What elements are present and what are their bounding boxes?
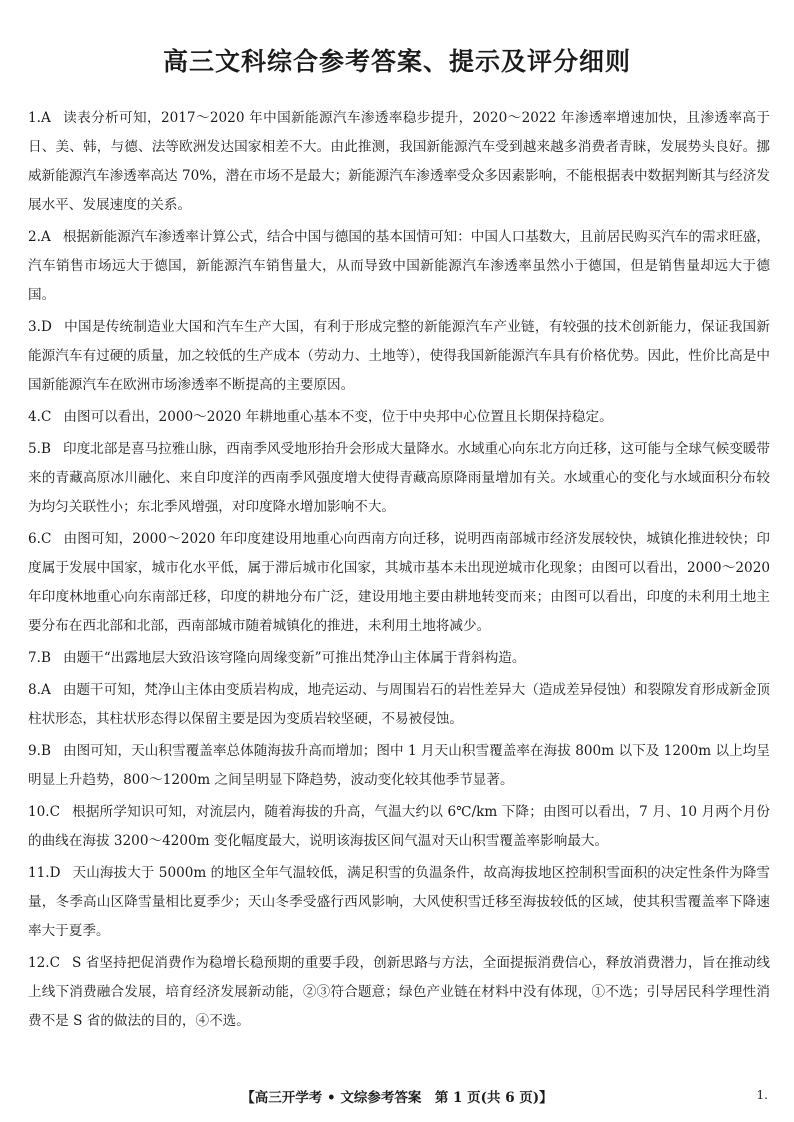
answer-label [28,804,60,820]
answer-label [28,955,60,971]
question-number: 3. [28,319,41,335]
answer-label [28,865,61,881]
answer-explanation: 印度北部是喜马拉雅山脉，西南季风受地形抬升会形成大量降水。水域重心向东北方向迁移，这可能与全球气候变暖带来的青藏高原冰川融化、来自印度洋的西南季风强度增大使得青藏高原降雨量增加有关。水域重心的变化与水域面积分布较为均匀关联性小；东北季风增强，对印度降水增加影响不大。 [28,441,770,515]
answer-choice: C [40,531,52,547]
answer-choice: A [40,682,51,698]
answer-choice: C [49,804,61,820]
answer-label [28,409,51,425]
question-number: 5. [28,441,41,457]
answer-explanation: 由题干可知，梵净山主体由变质岩构成，地壳运动、与周围岩石的岩性差异大（造成差异侵蚀）和裂隙发育形成新金顶柱状形态，其柱状形态得以保留主要是因为变质岩较坚硬，不易被侵蚀。 [28,682,770,727]
answer-explanation: 由图可知，天山积雪覆盖率总体随海拔升高而增加；图中 1 月天山积雪覆盖率在海拔 800m 以下及 1200m 以上均呈明显上升趋势，800～1200m 之间呈明显下降趋势，波动变化较其他季节显著。 [28,743,770,788]
answer-explanation: 天山海拔大于 5000m 的地区全年气温较低，满足积雪的负温条件，故高海拔地区控制积雪面积的决定性条件为降雪量，冬季高山区降雪量相比夏季少；天山冬季受盛行西风影响，大风使积雪迁移至海拔较低的区域，使其积雪覆盖率下降速率大于夏季。 [28,865,770,939]
answer-explanation: 由图可知，2000～2020 年印度建设用地重心向西南方向迁移，说明西南部城市经济发展较快，城镇化推进较快；印度属于发展中国家，城市化水平低，属于滞后城市化国家，其城市基本未出现逆城市化现象；由图可以看出，2000～2020 年印度林地重心向东南部迁移，印度的耕地分布广泛，建设用地主要由耕地转变而来；由图可以看出，印度的未利用土地主要分布在西北部和北部，西南部城市随着城镇化的推进，未利用土地将减少。 [28,531,770,634]
answer-label [28,650,51,666]
question-number: 1. [28,110,41,126]
answer-label [28,743,51,759]
answer-label [28,110,51,126]
question-number: 4. [28,409,41,425]
answer-item [28,644,770,673]
answer-item [28,223,770,310]
answer-explanation: 根据所学知识可知，对流层内，随着海拔的升高，气温大约以 6℃/km 下降；由图可以看出，7 月、10 月两个月份的曲线在海拔 3200～4200m 变化幅度最大，说明该海拔区间气温对天山积雪覆盖率影响最大。 [28,804,770,849]
answer-list [28,104,770,1036]
answer-choice: D [40,319,52,335]
question-number: 10. [28,804,50,820]
page-number: 1. [756,1088,768,1102]
answer-explanation: 读表分析可知，2017～2020 年中国新能源汽车渗透率稳步提升，2020～2022 年渗透率增速加快，且渗透率高于日、美、韩，与德、法等欧洲发达国家相差不大。由此推测，我国新能源汽车受到越来越多消费者青睐，发展势头良好。挪威新能源汽车渗透率高达 70%，潜在市场不是最大；新能源汽车渗透率受众多因素影响，不能根据表中数据判断其与经济发展水平、发展速度的关系。 [28,110,770,213]
page-footer: 【高三开学考 • 文综参考答案 第 1 页(共 6 页)】 [241,1090,553,1106]
answer-item [28,737,770,795]
question-number: 7. [28,650,41,666]
answer-choice: B [40,441,51,457]
question-number: 2. [28,229,41,245]
page-title: 高三文科综合参考答案、提示及评分细则 [162,47,631,76]
answer-explanation: 根据新能源汽车渗透率计算公式，结合中国与德国的基本国情可知：中国人口基数大，且前居民购买汽车的需求旺盛，汽车销售市场远大于德国，新能源汽车销售量大，从而导致中国新能源汽车渗透率虽然小于德国，但是销售量却远大于德国。 [28,229,770,303]
answer-choice: B [40,650,51,666]
answer-choice: C [49,955,61,971]
answer-item [28,949,770,1036]
answer-item [28,525,770,641]
answer-label [28,441,51,457]
question-number: 12. [28,955,50,971]
answer-item [28,313,770,400]
question-number: 6. [28,531,41,547]
answer-explanation: 由题干“出露地层大致沿该穹隆向周缘变新”可推出梵净山主体属于背斜构造。 [62,650,526,666]
question-number: 8. [28,682,41,698]
answer-explanation: 中国是传统制造业大国和汽车生产大国，有利于形成完整的新能源汽车产业链，有较强的技术创新能力，保证我国新能源汽车有过硬的质量，加之较低的生产成本（劳动力、土地等），使得我国新能源汽车具有价格优势。因此，性价比高是中国新能源汽车在欧洲市场渗透率不断提高的主要原因。 [28,319,770,393]
answer-label [28,229,51,245]
answer-item [28,104,770,220]
answer-label [28,531,51,547]
answer-item [28,403,770,432]
answer-choice: A [40,229,51,245]
answer-item [28,676,770,734]
answer-label [28,682,51,698]
question-number: 9. [28,743,41,759]
answer-explanation: S 省坚持把促消费作为稳增长稳预期的重要手段，创新思路与方法，全面提振消费信心，释放消费潜力，旨在推动线上线下消费融合发展，培育经济发展新动能，②③符合题意；绿色产业链在材料中没有体现，①不选；引导居民科学理性消费不是 S 省的做法的目的，④不选。 [28,955,770,1029]
answer-choice: B [40,743,51,759]
answer-item [28,798,770,856]
answer-label [28,319,52,335]
answer-choice: A [40,110,51,126]
answer-choice: C [40,409,52,425]
answer-item [28,435,770,522]
answer-explanation: 由图可以看出，2000～2020 年耕地重心基本不变，位于中央邦中心位置且长期保持稳定。 [63,409,613,425]
answer-choice: D [49,865,61,881]
question-number: 11. [28,865,50,881]
answer-item [28,859,770,946]
